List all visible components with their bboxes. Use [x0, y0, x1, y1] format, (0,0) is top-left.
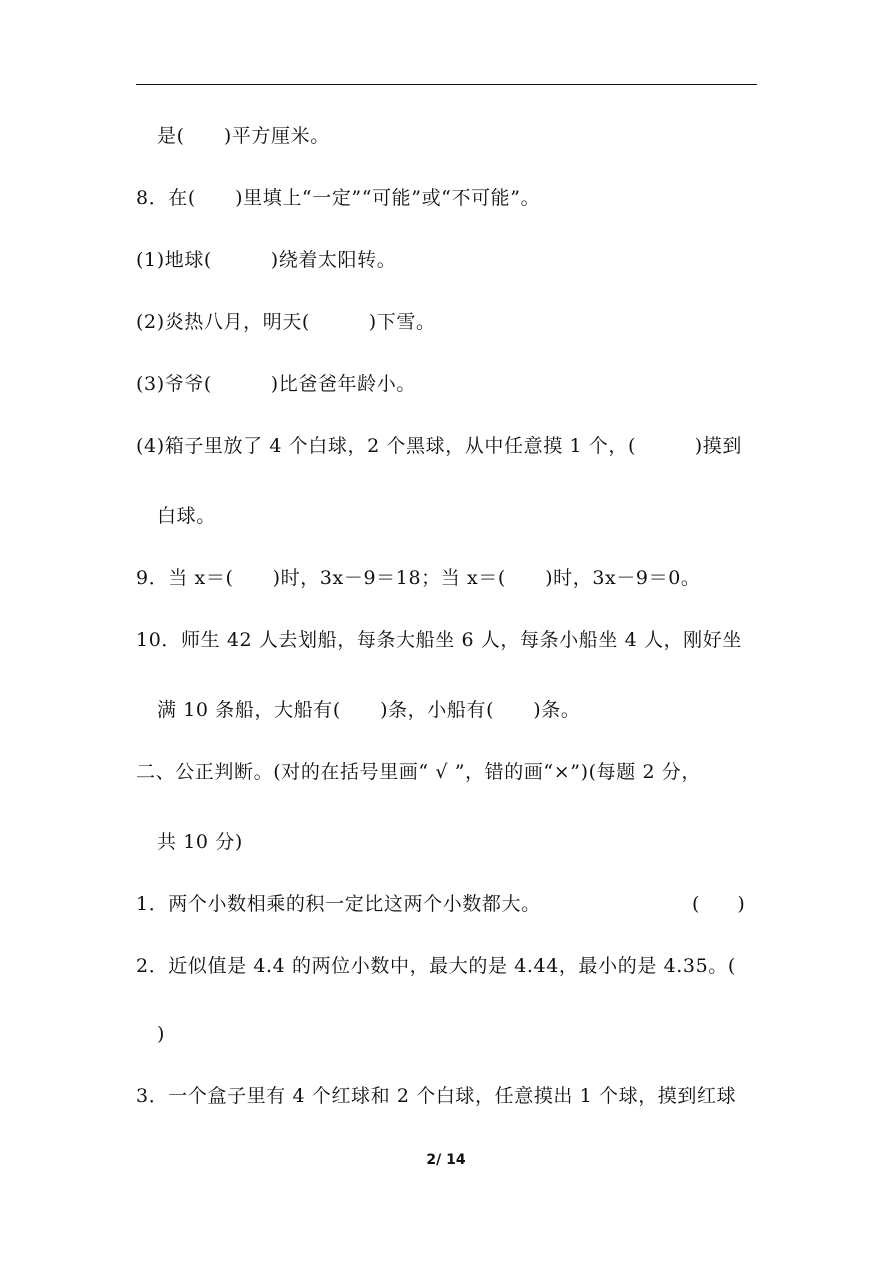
text-line: ): [157, 1023, 166, 1045]
answer-paren: ( ): [692, 893, 745, 915]
text-line: 是( )平方厘米。: [157, 125, 330, 147]
question-8-1: (1)地球( )绕着太阳转。: [136, 249, 397, 271]
question-8-3: (3)爷爷( )比爸爸年龄小。: [136, 373, 416, 395]
text-line: 白球。: [157, 505, 216, 527]
header-rule: [136, 84, 757, 85]
question-8-2: (2)炎热八月，明天( )下雪。: [136, 311, 436, 333]
question-9: 9．当 x＝( )时，3x－9＝18；当 x＝( )时，3x－9＝0。: [136, 567, 701, 589]
question-10: 10．师生 42 人去划船，每条大船坐 6 人，每条小船坐 4 人，刚好坐: [136, 629, 742, 651]
text-line: 共 10 分): [157, 831, 243, 853]
page-number: 2/ 14: [426, 1152, 466, 1168]
judge-question-2: 2．近似值是 4.4 的两位小数中，最大的是 4.44，最小的是 4.35。(: [136, 955, 736, 977]
judge-question-3: 3．一个盒子里有 4 个红球和 2 个白球，任意摸出 1 个球，摸到红球: [136, 1085, 737, 1107]
section-2-heading: 二、公正判断。(对的在括号里画“ √ ”，错的画“×”)(每题 2 分，: [136, 761, 701, 783]
judge-question-1: 1．两个小数相乘的积一定比这两个小数都大。: [136, 893, 541, 915]
text-line: 满 10 条船，大船有( )条，小船有( )条。: [157, 699, 581, 721]
question-8-4: (4)箱子里放了 4 个白球，2 个黑球，从中任意摸 1 个，( )摸到: [136, 435, 743, 457]
question-8: 8．在( )里填上“一定”“可能”或“不可能”。: [136, 187, 541, 209]
